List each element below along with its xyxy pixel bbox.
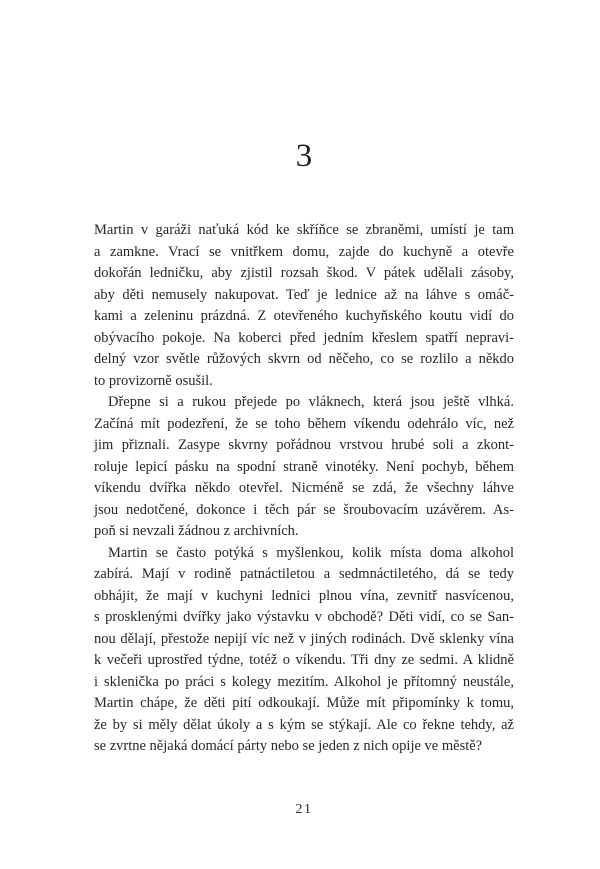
text-line: to provizorně osušil.: [94, 372, 213, 389]
text-line: Začíná mít podezření, že se toho během víkendu odehrálo víc, než: [94, 415, 514, 432]
paragraph: [94, 392, 514, 543]
text-line: Dřepne si a rukou přejede po vláknech, která jsou ještě vlhká.: [108, 394, 514, 410]
text-line: jsou nedotčené, dokonce i těch pár se šroubovacím uzávěrem. As-: [94, 501, 514, 518]
text-line: zabírá. Mají v rodině patnáctiletou a sedmnáctiletého, dá se tedy: [94, 566, 514, 582]
text-line: aby děti nemusely nakupovat. Teď je lednice až na láhve s omáč-: [94, 286, 514, 303]
text-line: dokořán ledničku, aby zjistil rozsah škod. V pátek udělali zásoby,: [94, 265, 514, 281]
paragraph: [94, 220, 514, 392]
text-line: jim přiznali. Zasype skvrny pořádnou vrstvou hrubé soli a zkont-: [94, 437, 514, 453]
text-line: Martin chápe, že děti pití odkoukají. Může mít připomínky k tomu,: [94, 695, 514, 711]
text-line: že by si měly dělat úkoly a s kým se stýkají. Ale co řekne tehdy, až: [94, 716, 514, 733]
text-block: [94, 220, 514, 758]
text-line: a zamkne. Vrací se vnitřkem domu, zajde do kuchyně a otevře: [94, 243, 514, 260]
chapter-heading: 3: [295, 138, 313, 174]
text-line: víkendu dvířka někdo otevřel. Nicméně se zdá, že všechny láhve: [94, 480, 514, 496]
text-line: delný vzor světle růžových skvrn od něčeho, co se rozlilo a někdo: [94, 351, 514, 367]
text-line: i sklenička po práci s kolegy mezitím. Alkohol je přítomný neustále,: [94, 673, 514, 690]
text-line: Martin v garáži naťuká kód ke skříňce se zbraněmi, umístí je tam: [94, 222, 514, 238]
paragraph: [94, 543, 514, 758]
text-line: nou dělají, přestože nepijí víc než v jiných rodinách. Dvě sklenky vína: [94, 630, 514, 647]
text-line: obývacího pokoje. Na koberci před jedním křeslem spatří nepravi-: [94, 329, 514, 346]
text-line: se zvrtne nějaká domácí párty nebo se jeden z nich opije ve městě?: [94, 738, 483, 754]
text-line: Martin se často potýká s myšlenkou, kolik místa doma alkohol: [108, 544, 514, 561]
text-line: roluje lepicí pásku na spodní straně vinotéky. Není pochyb, během: [94, 458, 514, 475]
text-line: s prosklenými dvířky jako výstavku v obchodě? Děti vidí, co se San-: [94, 609, 514, 625]
page-number: 21: [295, 801, 313, 817]
text-line: poň si nevzali žádnou z archivních.: [94, 523, 299, 539]
text-line: obhájit, že mají v kuchyni lednici plnou vína, zevnitř nasvícenou,: [94, 587, 514, 604]
text-line: k večeři uprostřed týdne, totéž o víkendu. Tři dny ze sedmi. A klidně: [94, 652, 514, 668]
text-line: kami a zeleninu prázdná. Z otevřeného kuchyňského koutu vidí do: [94, 308, 514, 324]
